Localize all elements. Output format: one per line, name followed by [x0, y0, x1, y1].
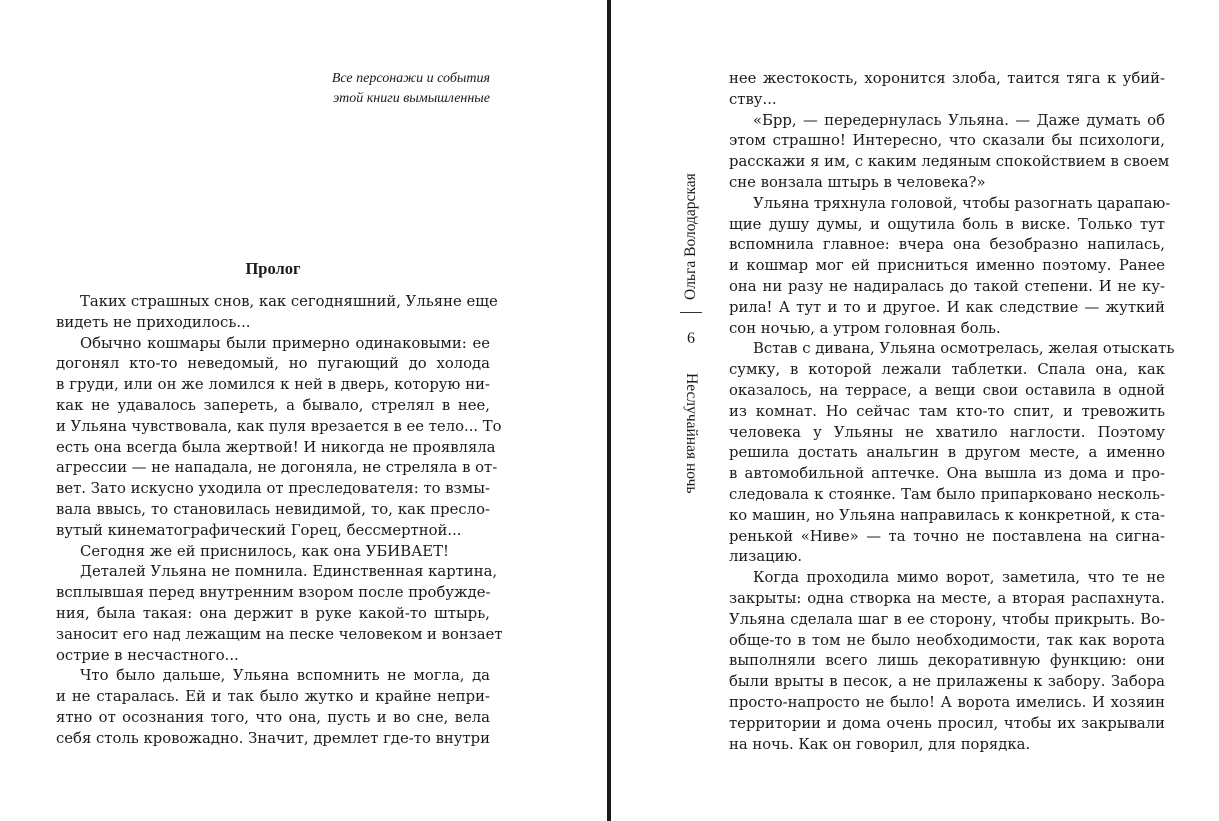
text-line: догонял кто-то неведомый, но пугающий до холода: [56, 355, 490, 373]
text-line: закрыты: одна створка на месте, а вторая распахнута.: [729, 589, 1165, 607]
text-line: этом страшно! Интересно, что сказали бы психологи,: [729, 132, 1165, 150]
text-line: Когда проходила мимо ворот, заметила, что те не: [753, 569, 1165, 587]
text-line: ятно от осознания того, что она, пусть и во сне, вела: [56, 708, 490, 726]
text-line: ренькой «Ниве» — та точно не поставлена на сигна-: [729, 527, 1165, 545]
text-line: на ночь. Как он говорил, для порядка.: [729, 735, 1031, 753]
running-head-author: Ольга Володарская: [682, 173, 699, 300]
left-page: [0, 0, 607, 821]
running-head-divider: [680, 312, 702, 313]
text-line: вутый кинематографический Горец, бессмертной...: [56, 521, 462, 539]
text-line: в груди, или он же ломился к ней в дверь, которую ни-: [56, 376, 490, 394]
text-line: лизацию.: [729, 548, 803, 566]
text-line: сон ночью, а утром головная боль.: [729, 319, 1001, 337]
disclaimer-line: этой книги вымышленные: [333, 91, 490, 106]
disclaimer-line: Все персонажи и события: [331, 71, 490, 86]
running-head: [670, 140, 710, 530]
text-line: Ульяна тряхнула головой, чтобы разогнать царапаю-: [753, 194, 1171, 212]
text-line: Таких страшных снов, как сегодняшний, Ульяне еще: [80, 293, 498, 310]
text-line: и кошмар мог ей присниться именно поэтому. Ранее: [729, 257, 1165, 275]
text-line: агрессии — не нападала, не догоняла, не стреляла в от-: [56, 459, 498, 477]
text-line: ко машин, но Ульяна направилась к конкретной, к ста-: [729, 506, 1165, 524]
text-line: нее жестокость, хоронится злоба, таится тяга к убий-: [729, 70, 1165, 87]
text-line: как не удавалось запереть, а бывало, стрелял в нее,: [56, 396, 490, 414]
text-line: выполняли всего лишь декоративную функцию: они: [729, 652, 1165, 670]
text-line: решила достать анальгин в другом месте, а именно: [729, 444, 1165, 462]
text-line: она ни разу не надиралась до такой степени. И не ку-: [729, 277, 1165, 295]
text-line: вет. Зато искусно уходила от преследователя: то взмы-: [56, 480, 490, 498]
text-line: ству...: [729, 90, 777, 108]
text-line: «Брр, — передернулась Ульяна. — Даже думать об: [753, 111, 1165, 129]
text-line: острие в несчастного...: [56, 646, 239, 664]
text-line: вспомнила главное: вчера она безобразно напилась,: [729, 236, 1165, 254]
running-head-book-title: Неслучайная ночь: [683, 373, 700, 494]
text-line: Деталей Ульяна не помнила. Единственная картина,: [80, 563, 498, 581]
text-line: всплывшая перед внутренним взором после пробужде-: [56, 584, 491, 602]
text-line: человека у Ульяны не хватило наглости. Поэтому: [729, 423, 1165, 441]
page-number: 6: [687, 330, 695, 347]
text-line: сумку, в которой лежали таблетки. Спала она, как: [729, 361, 1165, 379]
text-line: Обычно кошмары были примерно одинаковыми: ее: [80, 334, 490, 352]
text-line: обще-то в том не было необходимости, так как ворота: [729, 631, 1165, 649]
right-body-text: [729, 69, 1175, 755]
text-line: территории и дома очень просил, чтобы их закрывали: [729, 714, 1165, 732]
text-line: и Ульяна чувствовала, как пуля врезается в ее тело... То: [56, 417, 502, 435]
text-line: сне вонзала штырь в человека?»: [729, 173, 986, 191]
text-line: оказалось, на террасе, а вещи свои оставила в одной: [729, 381, 1165, 399]
text-line: видеть не приходилось...: [56, 313, 251, 331]
book-spine: [607, 0, 611, 821]
text-line: были врыты в песок, а не прилажены к забору. Забора: [729, 673, 1165, 691]
text-line: следовала к стоянке. Там было припарковано несколь-: [729, 485, 1165, 503]
text-line: из комнат. Но сейчас там кто-то спит, и тревожить: [729, 402, 1165, 420]
disclaimer: [210, 69, 490, 109]
text-line: просто-напросто не было! А ворота имелись. И хозяин: [729, 693, 1165, 711]
text-line: в автомобильной аптечке. Она вышла из дома и про-: [729, 465, 1165, 483]
left-body-text: [56, 292, 503, 750]
text-line: рила! А тут и то и другое. И как следствие — жуткий: [729, 298, 1165, 316]
text-line: Что было дальше, Ульяна вспомнить не могла, да: [80, 667, 490, 685]
text-line: щие душу думы, и ощутила боль в виске. Только тут: [729, 215, 1165, 233]
chapter-title: Пролог: [245, 259, 301, 278]
text-line: Сегодня же ей приснилось, как она УБИВАЕТ!: [80, 542, 449, 560]
text-line: Ульяна сделала шаг в ее сторону, чтобы прикрыть. Во-: [729, 610, 1165, 628]
text-line: ния, была такая: она держит в руке какой-то штырь,: [56, 604, 490, 622]
text-line: и не старалась. Ей и так было жутко и крайне непри-: [56, 688, 490, 706]
text-line: Встав с дивана, Ульяна осмотрелась, желая отыскать: [753, 340, 1175, 358]
text-line: есть она всегда была жертвой! И никогда не проявляла: [56, 438, 496, 456]
text-line: заносит его над лежащим на песке человеком и вонзает: [56, 625, 503, 643]
text-line: вала ввысь, то становилась невидимой, то, как пресло-: [56, 500, 490, 518]
text-line: себя столь кровожадно. Значит, дремлет где-то внутри: [56, 729, 490, 747]
text-line: расскажи я им, с каким ледяным спокойствием в своем: [729, 153, 1170, 171]
